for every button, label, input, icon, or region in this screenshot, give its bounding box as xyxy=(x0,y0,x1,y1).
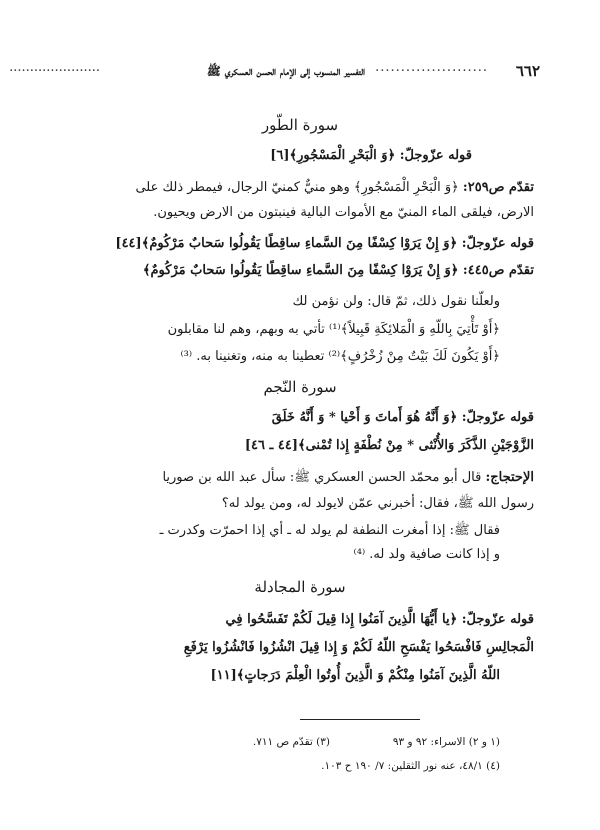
footnote: (٣) تقدّم ص ٧١١. xyxy=(252,736,330,748)
text-line: و إذا كانت صافية ولد له. ⁽⁴⁾ xyxy=(353,547,500,562)
text-line xyxy=(143,263,534,278)
surah-heading-tur: سورة الطّور xyxy=(261,116,339,134)
footnote: (١ و ٢) الاسراء: ٩٢ و ٩٣ xyxy=(392,736,500,748)
reference-label: تقدّم ص٢٥٩: xyxy=(462,180,534,195)
page-number: ٦٦٢ xyxy=(515,62,540,80)
running-header xyxy=(9,60,540,82)
text-line: ولعلّنا نقول ذلك، ثمّ قال: ولن نؤمن لك xyxy=(292,294,500,309)
text-span: قال أبو محمّد الحسن العسكري ﷺ: سأل عبد الله بن صوريا xyxy=(162,470,486,485)
reference-label: تقدّم ص٤٤٥: xyxy=(462,263,534,278)
header-dots-right: ...................... xyxy=(375,60,488,75)
source-label: الإحتجاج: xyxy=(485,470,534,485)
text-span: ﴿وَ الْبَحْرِ الْمَسْجُورِ﴾ وهو منيٌّ كمنيّ الرجال، فيمطر ذلك على xyxy=(135,180,463,195)
verse-line: قوله عزّوجلّ: ﴿وَ إِنْ يَرَوْا كِسْفًا مِنَ السَّماءِ ساقِطًا يَقُولُوا سَحابٌ مَرْكُومٌ﴾[٤٤] xyxy=(115,236,534,251)
header-dots-left: ...................... xyxy=(9,60,100,75)
text-line: رسول الله ﷺ، فقال: أخبرني عمّن لايولد له، ومن يولد له؟ xyxy=(221,496,534,511)
verse-line: قوله عزّوجلّ: ﴿يا أَيُّهَا الَّذِينَ آمَنُوا إِذا قِيلَ لَكُمْ تَفَسَّحُوا فِي xyxy=(225,612,534,627)
verse-line: الزَّوْجَيْنِ الذَّكَرَ وَالأُنْثى * مِنْ نُطْفَةٍ إِذا تُمْنى﴾[٤٤ ـ ٤٦] xyxy=(244,438,534,453)
footnote-separator xyxy=(300,719,420,720)
verse-line: الْمَجالِسِ فَافْسَحُوا يَفْسَحِ اللّهُ لَكُمْ وَ إِذا قِيلَ انْشُزُوا فَانْشُزُوا يَرْفَعِ xyxy=(183,640,534,655)
text-line: ﴿أَوْ تَأْتِيَ بِاللّهِ وَ الْمَلائِكَةِ قَبِيلاً﴾⁽¹⁾ تأتي به وبهم، وهم لنا مقابلون xyxy=(167,322,500,337)
verse-line: قوله عزّوجلّ: ﴿وَ الْبَحْرِ الْمَسْجُورِ﴾[٦] xyxy=(270,148,472,163)
verse-line: اللّهُ الَّذِينَ آمَنُوا مِنْكُمْ وَ الَّذِينَ أُوتُوا الْعِلْمَ دَرَجاتٍ﴾[١١] xyxy=(210,668,500,683)
footnote: (٤) ٤٨/١، عنه نور الثقلين: ٧/ ١٩٠ ح ١٠٣. xyxy=(321,760,500,772)
surah-heading-mujadila: سورة المجادلة xyxy=(254,578,346,596)
surah-heading-najm: سورة النّجم xyxy=(263,378,337,396)
text-line: الارض، فيلقى الماء المنيّ مع الأموات البالية فينبتون من الارض ويحيون. xyxy=(153,205,534,220)
verse-line: قوله عزّوجلّ: ﴿وَ أَنَّهُ هُوَ أَماتَ وَ أَحْيا * وَ أَنَّهُ خَلَقَ xyxy=(271,410,534,425)
verse-span: ﴿وَ إِنْ يَرَوْا كِسْفًا مِنَ السَّماءِ ساقِطًا يَقُولُوا سَحابٌ مَرْكُومٌ﴾ xyxy=(142,263,463,278)
running-title: التفسير المنسوب إلى الإمام الحسن العسكري ﷺ xyxy=(206,64,365,78)
text-line: فقال ﷺ: إذا أمغرت النطفة لم يولد له ـ أي إذا احمرّت وكدرت ـ xyxy=(159,523,500,538)
text-line xyxy=(162,469,534,488)
text-line: ﴿أَوْ يَكُونَ لَكَ بَيْتٌ مِنْ زُخْرُفٍ﴾⁽²⁾ تعطينا به منه، وتغنينا به. ⁽³⁾ xyxy=(180,349,500,364)
text-line xyxy=(135,180,534,195)
